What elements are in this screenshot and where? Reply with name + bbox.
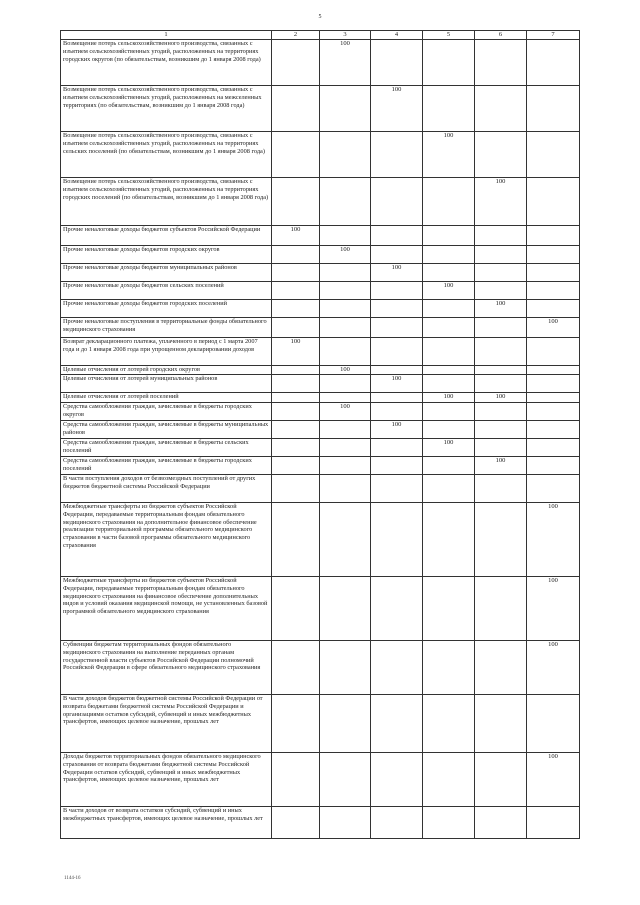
norm-cell — [527, 132, 580, 178]
norm-cell — [371, 338, 423, 366]
norm-cell — [272, 300, 320, 318]
norm-cell: 100 — [527, 318, 580, 338]
norm-cell — [272, 40, 320, 86]
norm-cell: 100 — [272, 226, 320, 246]
norm-cell — [527, 475, 580, 503]
norm-cell — [423, 503, 475, 577]
table-row — [61, 393, 580, 403]
row-description: Прочие неналоговые доходы бюджетов сельских поселений — [61, 282, 272, 300]
norm-cell — [371, 366, 423, 375]
norm-cell — [423, 40, 475, 86]
norm-cell — [527, 403, 580, 421]
norm-cell — [423, 318, 475, 338]
norm-cell — [527, 226, 580, 246]
row-description: Целевые отчисления от лотерей городских округов — [61, 366, 272, 375]
norm-cell — [320, 393, 371, 403]
norm-cell — [527, 366, 580, 375]
norm-cell: 100 — [272, 338, 320, 366]
row-description: Доходы бюджетов территориальных фондов обязательного медицинского страхования от возврата бюджетами бюджетной системы Российской Федерации остатков субсидий, субвенций и иных межбюджетных трансфертов, имеющих целевое назначение, прошлых лет — [61, 753, 272, 807]
norm-cell — [320, 226, 371, 246]
norm-cell — [423, 695, 475, 753]
column-header: 1 — [61, 31, 272, 40]
page-number: 5 — [318, 14, 322, 20]
norm-cell — [371, 178, 423, 226]
column-header: 3 — [320, 31, 371, 40]
norm-cell: 100 — [423, 132, 475, 178]
norm-cell: 100 — [423, 393, 475, 403]
norm-cell: 100 — [371, 264, 423, 282]
norm-cell — [475, 577, 527, 641]
table-row — [61, 503, 580, 577]
norm-cell — [475, 439, 527, 457]
norm-cell — [371, 318, 423, 338]
norm-cell — [272, 366, 320, 375]
table-row — [61, 457, 580, 475]
norm-cell — [371, 282, 423, 300]
row-description: Целевые отчисления от лотерей муниципальных районов — [61, 375, 272, 393]
norm-cell — [527, 282, 580, 300]
norm-cell: 100 — [527, 753, 580, 807]
column-header: 6 — [475, 31, 527, 40]
column-header: 5 — [423, 31, 475, 40]
norm-cell: 100 — [423, 282, 475, 300]
norm-cell — [272, 375, 320, 393]
row-description: Целевые отчисления от лотерей поселений — [61, 393, 272, 403]
norm-cell — [423, 753, 475, 807]
norm-cell — [423, 246, 475, 264]
row-description: Прочие неналоговые доходы бюджетов городских округов — [61, 246, 272, 264]
table-row — [61, 338, 580, 366]
norm-cell — [320, 503, 371, 577]
row-description: В части поступления доходов от безвозмездных поступлений от других бюджетов бюджетной системы Российской Федерации — [61, 475, 272, 503]
norm-cell — [475, 226, 527, 246]
table-row — [61, 807, 580, 839]
norm-cell — [527, 178, 580, 226]
norm-cell — [371, 393, 423, 403]
norm-cell — [423, 338, 475, 366]
row-description: В части доходов от возврата остатков субсидий, субвенций и иных межбюджетных трансфертов, имеющих целевое назначение, прошлых лет — [61, 807, 272, 839]
norm-cell — [272, 807, 320, 839]
table-row — [61, 246, 580, 264]
table-row — [61, 300, 580, 318]
norm-cell — [475, 366, 527, 375]
norm-cell — [475, 421, 527, 439]
norm-cell: 100 — [371, 375, 423, 393]
norm-cell — [423, 226, 475, 246]
norm-cell — [475, 807, 527, 839]
norm-cell — [320, 338, 371, 366]
norm-cell — [527, 264, 580, 282]
norm-cell — [423, 300, 475, 318]
header-row — [61, 31, 580, 40]
norm-cell — [371, 300, 423, 318]
table-row — [61, 226, 580, 246]
norm-cell — [320, 86, 371, 132]
norm-cell — [423, 366, 475, 375]
row-description: Возмещение потерь сельскохозяйственного производства, связанных с изъятием сельскохозяйственных угодий, расположенных на межселенных территориях (по обязательствам, возникшим до 1 января 2008 года) — [61, 86, 272, 132]
footer-code: 1144-16 — [64, 876, 81, 881]
table-row — [61, 40, 580, 86]
norm-cell — [527, 807, 580, 839]
column-header: 7 — [527, 31, 580, 40]
row-description: Средства самообложения граждан, зачисляемые в бюджеты сельских поселений — [61, 439, 272, 457]
table-row — [61, 86, 580, 132]
norm-cell: 100 — [320, 403, 371, 421]
norm-cell — [371, 641, 423, 695]
norm-cell — [272, 421, 320, 439]
table-row — [61, 577, 580, 641]
table-row — [61, 318, 580, 338]
norm-cell — [371, 439, 423, 457]
norm-cell — [320, 264, 371, 282]
table-row — [61, 366, 580, 375]
norm-cell — [527, 300, 580, 318]
norm-cell: 100 — [527, 503, 580, 577]
norm-cell — [475, 403, 527, 421]
row-description: Возврат декларационного платежа, уплаченного в период с 1 марта 2007 года и до 1 января 2008 года при упрощенном декларировании доходов — [61, 338, 272, 366]
norm-cell — [475, 375, 527, 393]
norm-cell — [272, 503, 320, 577]
norm-cell — [320, 641, 371, 695]
row-description: Прочие неналоговые доходы бюджетов субъектов Российской Федерации — [61, 226, 272, 246]
norm-cell — [475, 641, 527, 695]
row-description: Межбюджетные трансферты из бюджетов субъектов Российской Федерации, передаваемые территориальным фондам обязательного медицинского страхования на дополнительное финансовое обеспечение реализации территориальной программы обязательного медицинского страхования в части базовой программы обязательного медицинского страхования — [61, 503, 272, 577]
norm-cell — [272, 393, 320, 403]
norm-cell — [320, 439, 371, 457]
norm-cell — [272, 641, 320, 695]
norm-cell — [272, 403, 320, 421]
norm-cell — [272, 577, 320, 641]
norm-cell — [272, 753, 320, 807]
norm-cell — [272, 457, 320, 475]
row-description: Субвенции бюджетам территориальных фондов обязательного медицинского страхования на выполнение переданных органам государственной власти субъектов Российской Федерации полномочий Российской Федерации в сфере обязательного медицинского страхования — [61, 641, 272, 695]
row-description: Прочие неналоговые доходы бюджетов городских поселений — [61, 300, 272, 318]
norm-cell — [272, 264, 320, 282]
norm-cell: 100 — [475, 393, 527, 403]
norm-cell — [423, 457, 475, 475]
norm-cell — [475, 86, 527, 132]
norm-cell — [423, 178, 475, 226]
norm-cell — [320, 318, 371, 338]
norm-cell — [272, 282, 320, 300]
table-row — [61, 695, 580, 753]
norm-cell — [320, 132, 371, 178]
norm-cell — [371, 807, 423, 839]
table-row — [61, 421, 580, 439]
norm-cell: 100 — [320, 366, 371, 375]
norm-cell — [527, 246, 580, 264]
norm-cell — [371, 577, 423, 641]
table-row — [61, 439, 580, 457]
norm-cell — [475, 132, 527, 178]
norm-cell — [320, 421, 371, 439]
norm-cell — [423, 421, 475, 439]
row-description: Прочие неналоговые поступления в территориальные фонды обязательного медицинского страхования — [61, 318, 272, 338]
norm-cell — [475, 338, 527, 366]
norm-cell — [371, 226, 423, 246]
norm-cell — [320, 753, 371, 807]
norm-cell — [475, 40, 527, 86]
norm-cell: 100 — [527, 641, 580, 695]
column-header: 4 — [371, 31, 423, 40]
norm-cell — [475, 475, 527, 503]
norm-cell — [527, 421, 580, 439]
norm-cell — [320, 695, 371, 753]
table-row — [61, 178, 580, 226]
norm-cell — [320, 577, 371, 641]
norm-cell — [320, 178, 371, 226]
norm-cell — [272, 475, 320, 503]
norm-cell — [371, 40, 423, 86]
row-description: Возмещение потерь сельскохозяйственного производства, связанных с изъятием сельскохозяйственных угодий, расположенных на территориях городских округов (по обязательствам, возникшим до 1 января 2008 года) — [61, 40, 272, 86]
norm-cell — [371, 132, 423, 178]
norm-cell — [527, 375, 580, 393]
norm-cell — [423, 403, 475, 421]
norm-cell — [320, 807, 371, 839]
norm-cell — [371, 475, 423, 503]
norm-cell: 100 — [320, 246, 371, 264]
norm-cell: 100 — [475, 300, 527, 318]
norm-cell — [272, 132, 320, 178]
row-description: Возмещение потерь сельскохозяйственного производства, связанных с изъятием сельскохозяйственных угодий, расположенных на территориях сельских поселений (по обязательствам, возникшим до 1 января 2008 года) — [61, 132, 272, 178]
norm-cell — [320, 282, 371, 300]
norm-cell — [423, 475, 475, 503]
norm-cell — [423, 807, 475, 839]
table-row — [61, 375, 580, 393]
norm-cell — [527, 86, 580, 132]
norm-cell — [272, 86, 320, 132]
column-header: 2 — [272, 31, 320, 40]
norm-cell — [371, 695, 423, 753]
row-description: Межбюджетные трансферты из бюджетов субъектов Российской Федерации, передаваемые территориальным фондам обязательного медицинского страхования на финансовое обеспечение дополнительных видов и условий оказания медицинской помощи, не установленных базовой программой обязательного медицинского страхования — [61, 577, 272, 641]
row-description: Прочие неналоговые доходы бюджетов муниципальных районов — [61, 264, 272, 282]
norm-cell — [475, 503, 527, 577]
norm-cell — [320, 475, 371, 503]
norm-cell — [371, 753, 423, 807]
norm-cell: 100 — [371, 86, 423, 132]
norm-cell — [371, 457, 423, 475]
norm-cell — [475, 282, 527, 300]
table-row — [61, 282, 580, 300]
norm-cell — [272, 318, 320, 338]
norm-cell — [371, 403, 423, 421]
norm-cell — [320, 457, 371, 475]
table-row — [61, 641, 580, 695]
row-description: Средства самообложения граждан, зачисляемые в бюджеты городских округов — [61, 403, 272, 421]
table-row — [61, 264, 580, 282]
norm-cell — [423, 375, 475, 393]
norm-cell — [475, 318, 527, 338]
norm-cell: 100 — [475, 457, 527, 475]
norm-cell — [475, 753, 527, 807]
norm-cell — [371, 246, 423, 264]
norm-cell — [527, 457, 580, 475]
norm-cell — [423, 641, 475, 695]
norm-cell — [423, 86, 475, 132]
norm-cell — [475, 695, 527, 753]
norm-cell — [272, 695, 320, 753]
table-row — [61, 475, 580, 503]
table-row — [61, 132, 580, 178]
norm-cell: 100 — [423, 439, 475, 457]
revenue-distribution-table — [60, 30, 580, 839]
table-row — [61, 403, 580, 421]
norm-cell: 100 — [371, 421, 423, 439]
row-description: Средства самообложения граждан, зачисляемые в бюджеты городских поселений — [61, 457, 272, 475]
row-description: В части доходов бюджетов бюджетной системы Российской Федерации от возврата бюджетами бюджетной системы Российской Федерации и организациями остатков субсидий, субвенций и иных межбюджетных трансфертов, имеющих целевое назначение, прошлых лет — [61, 695, 272, 753]
row-description: Возмещение потерь сельскохозяйственного производства, связанных с изъятием сельскохозяйственных угодий, расположенных на территориях городских поселений (по обязательствам, возникшим до 1 января 2008 года) — [61, 178, 272, 226]
norm-cell — [371, 503, 423, 577]
norm-cell — [272, 178, 320, 226]
norm-cell — [475, 246, 527, 264]
norm-cell — [320, 375, 371, 393]
norm-cell — [527, 393, 580, 403]
norm-cell — [527, 439, 580, 457]
norm-cell: 100 — [527, 577, 580, 641]
norm-cell — [272, 246, 320, 264]
norm-cell — [272, 439, 320, 457]
norm-cell: 100 — [320, 40, 371, 86]
norm-cell — [527, 40, 580, 86]
norm-cell: 100 — [475, 178, 527, 226]
norm-cell — [527, 695, 580, 753]
table-row — [61, 753, 580, 807]
norm-cell — [423, 264, 475, 282]
norm-cell — [423, 577, 475, 641]
norm-cell — [527, 338, 580, 366]
norm-cell — [320, 300, 371, 318]
norm-cell — [475, 264, 527, 282]
row-description: Средства самообложения граждан, зачисляемые в бюджеты муниципальных районов — [61, 421, 272, 439]
